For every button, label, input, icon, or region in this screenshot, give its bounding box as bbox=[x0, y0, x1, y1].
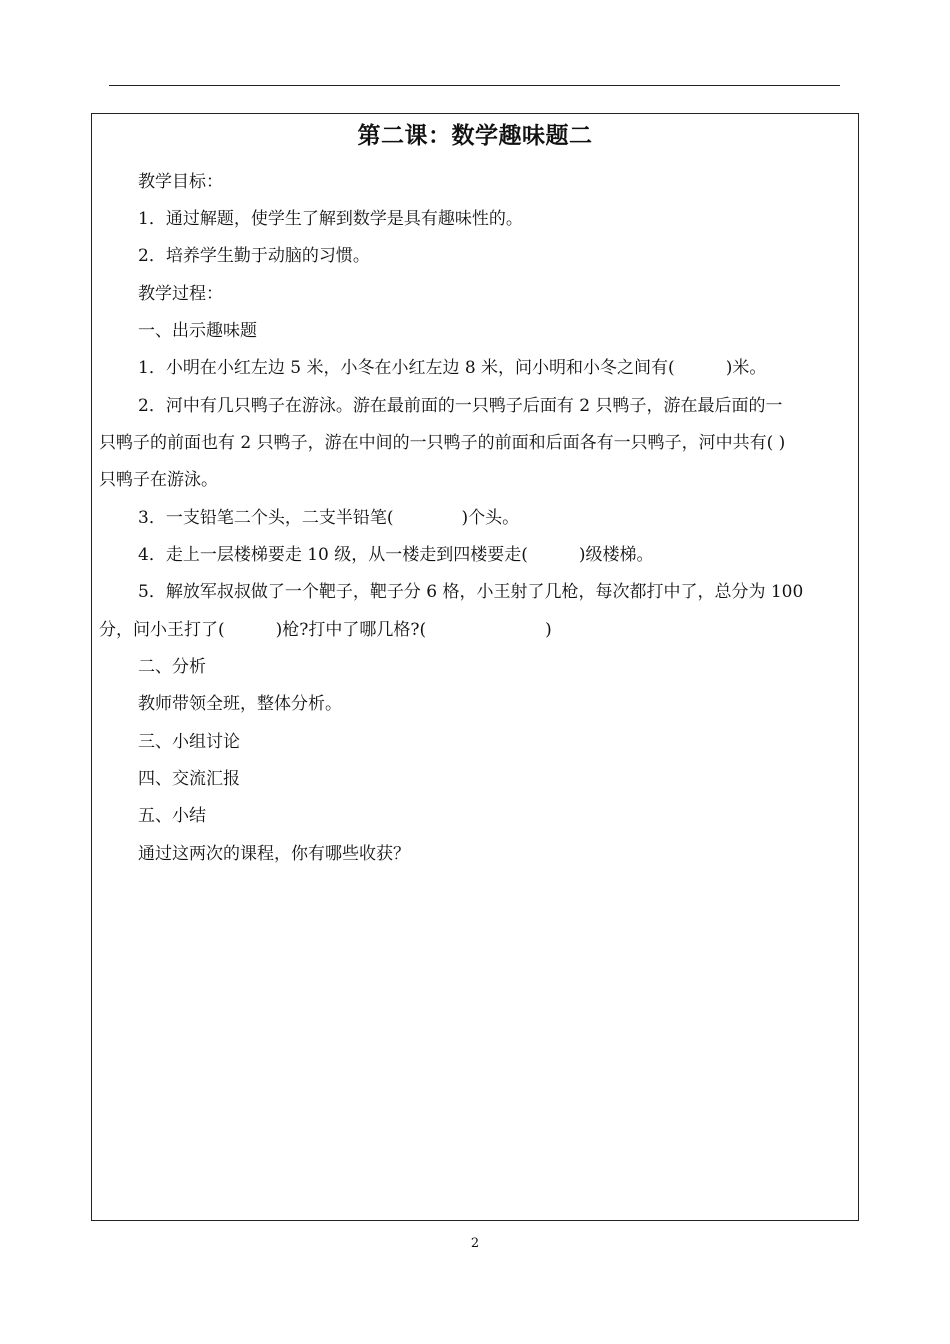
page-number: 2 bbox=[470, 1236, 480, 1251]
page-title: 第二课：数学趣味题二 bbox=[357, 123, 593, 149]
problem-2-line-1: 2．河中有几只鸭子在游泳。游在最前面的一只鸭子后面有 2 只鸭子，游在最后面的一 bbox=[138, 396, 783, 416]
content-frame bbox=[91, 113, 859, 1221]
section-heading-3: 三、小组讨论 bbox=[138, 732, 240, 752]
section-heading-1: 一、出示趣味题 bbox=[138, 321, 257, 341]
problem-2-line-2: 只鸭子的前面也有 2 只鸭子，游在中间的一只鸭子的前面和后面各有一只鸭子，河中共有( ) bbox=[99, 433, 786, 453]
summary-text: 通过这两次的课程，你有哪些收获？ bbox=[138, 844, 410, 864]
section-heading-2: 二、分析 bbox=[138, 657, 206, 677]
problem-4: 4．走上一层楼梯要走 10 级，从一楼走到四楼要走( )级楼梯。 bbox=[138, 545, 654, 565]
section-heading-4: 四、交流汇报 bbox=[138, 769, 240, 789]
problem-1: 1．小明在小红左边 5 米，小冬在小红左边 8 米，问小明和小冬之间有( )米。 bbox=[138, 358, 767, 378]
process-heading: 教学过程： bbox=[138, 284, 223, 304]
problem-2-line-3: 只鸭子在游泳。 bbox=[99, 470, 218, 490]
objective-1: 1．通过解题，使学生了解到数学是具有趣味性的。 bbox=[138, 209, 523, 229]
objectives-heading: 教学目标： bbox=[138, 172, 223, 192]
header-rule bbox=[109, 85, 840, 86]
problem-5-line-2: 分，问小王打了( )枪?打中了哪几格?( ) bbox=[99, 620, 552, 640]
objective-2: 2．培养学生勤于动脑的习惯。 bbox=[138, 246, 370, 266]
section-heading-5: 五、小结 bbox=[138, 806, 206, 826]
problem-5-line-1: 5．解放军叔叔做了一个靶子，靶子分 6 格，小王射了几枪，每次都打中了，总分为 100 bbox=[138, 582, 804, 602]
problem-3: 3．一支铅笔二个头，二支半铅笔( )个头。 bbox=[138, 508, 520, 528]
analysis-text: 教师带领全班，整体分析。 bbox=[138, 694, 342, 714]
